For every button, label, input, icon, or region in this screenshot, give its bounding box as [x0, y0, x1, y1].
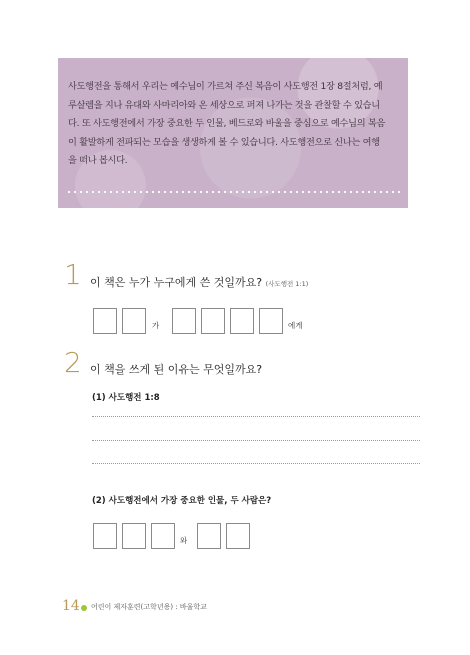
answer-box[interactable]: [93, 308, 117, 334]
connector-ga: 가: [152, 321, 160, 330]
answer-box[interactable]: [226, 523, 250, 549]
intro-box: [58, 58, 408, 208]
dotted-divider: [66, 190, 400, 194]
intro-text: 사도행전을 통해서 우리는 예수님이 가르쳐 주신 복음이 사도행전 1장 8절처럼, 예 루살렘을 지나 유대와 사마리아와 온 세상으로 퍼져 나가는 것을 관찰할 수 있습니 다. 또 사도행전에서 가장 중요한 두 인물, 베드로와 바울을 중심으로 예수님의 복음 이 활발하게 전파되는 모습을 생생하게 볼 수 있습니다. 사도행전으로 신나는 여행 을 떠나 봅시다.: [68, 81, 386, 166]
page-number: 14: [62, 598, 80, 614]
answer-box[interactable]: [122, 523, 146, 549]
answer-line[interactable]: [92, 440, 420, 441]
subquestion-1: (1) 사도행전 1:8: [92, 393, 160, 403]
answer-box[interactable]: [172, 308, 196, 334]
question-1-label: 이 책은 누가 누구에게 쓴 것일까요?: [90, 276, 263, 289]
question-1-reference: (사도행전 1:1): [265, 280, 309, 288]
answer-line[interactable]: [92, 463, 420, 464]
connector-wa: 와: [180, 536, 188, 545]
question-2-number: 2: [64, 346, 82, 379]
question-2-text: 이 책을 쓰게 된 이유는 무엇일까요?: [90, 363, 263, 376]
bullet-icon: [81, 605, 87, 611]
footer-title: 어린이 제자훈련(고학년용) : 바울학교: [91, 603, 207, 611]
answer-box[interactable]: [230, 308, 254, 334]
answer-line[interactable]: [92, 416, 420, 417]
question-1-number: 1: [64, 258, 82, 291]
answer-box[interactable]: [122, 308, 146, 334]
question-1-text: [90, 274, 308, 290]
answer-box[interactable]: [197, 523, 221, 549]
answer-box[interactable]: [201, 308, 225, 334]
answer-box[interactable]: [151, 523, 175, 549]
answer-box[interactable]: [259, 308, 283, 334]
suffix-ege: 에게: [288, 321, 303, 330]
answer-box[interactable]: [93, 523, 117, 549]
subquestion-2: (2) 사도행전에서 가장 중요한 인물, 두 사람은?: [92, 496, 272, 506]
